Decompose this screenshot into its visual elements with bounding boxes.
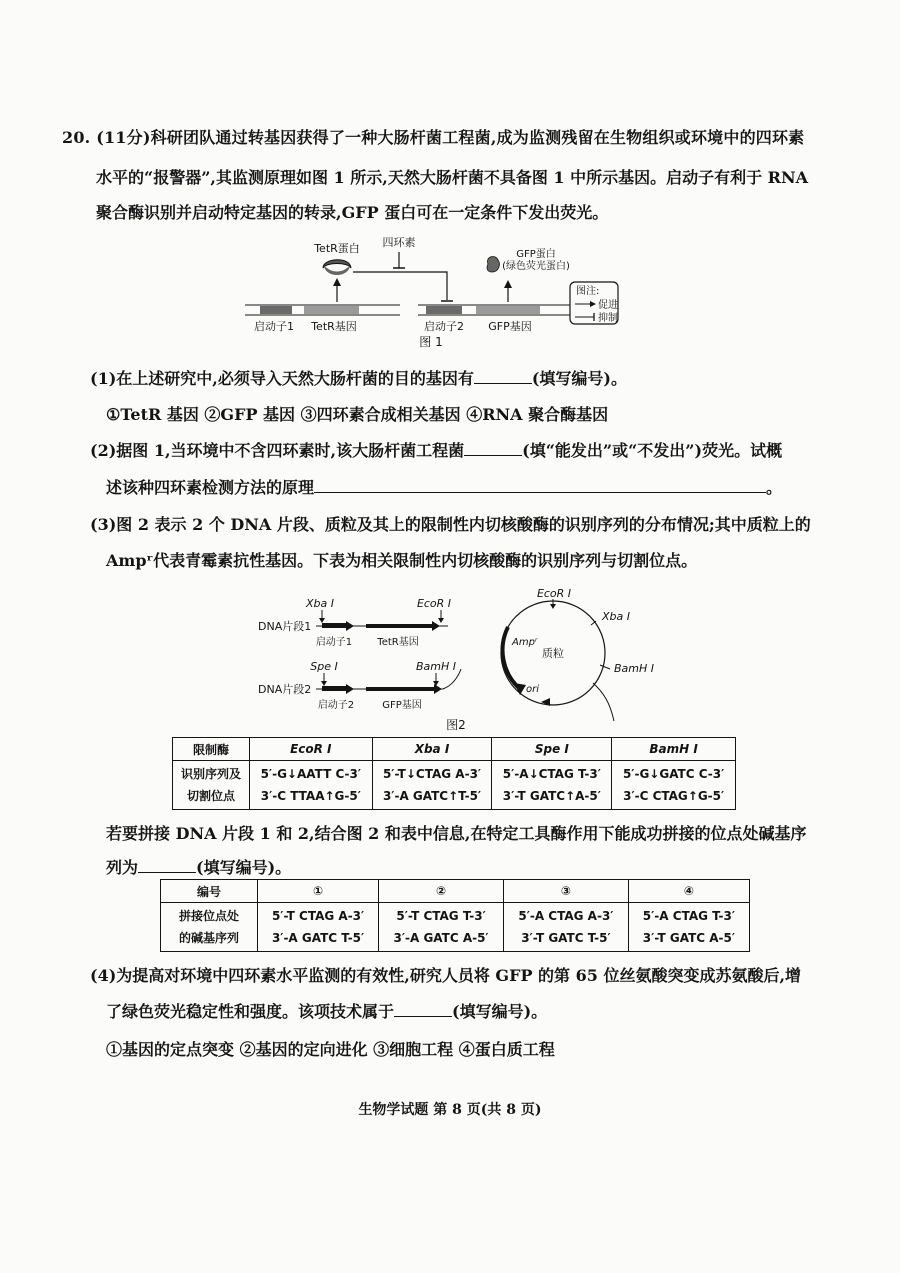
part4-line-2: 了绿色荧光稳定性和强度。该项技术属于 (填写编号)。 — [106, 1002, 548, 1021]
enzyme-name: Spe I — [492, 738, 612, 761]
xbai-site-label: Xba I — [306, 597, 334, 610]
option-number: ① — [258, 880, 379, 903]
figure-1 — [240, 232, 620, 357]
part3-line-2: Ampʳ代表青霉素抗性基因。下表为相关限制性内切核酸酶的识别序列与切割位点。 — [106, 551, 698, 570]
legend-inhibit: 抑制 — [598, 313, 618, 324]
answer-blank[interactable] — [474, 369, 532, 384]
enzyme-sequence: 5′-A↓CTAG T-3′ 3′-T GATC↑A-5′ — [492, 761, 612, 810]
enzyme-sequence: 5′-T↓CTAG A-3′ 3′-A GATC↑T-5′ — [372, 761, 492, 810]
splice-sequence: 5′-T CTAG A-3′ 3′-A GATC T-5′ — [258, 903, 379, 952]
ecori-site-label: EcoR I — [416, 597, 452, 610]
part3-after-table-2: 列为 (填写编号)。 — [106, 858, 292, 877]
option-number: ② — [379, 880, 504, 903]
plasmid-label: 质粒 — [542, 647, 564, 660]
plasmid-xbai-label: Xba I — [602, 610, 630, 623]
figure-1-caption: 图 1 — [419, 335, 443, 349]
promoter1-label: 启动子1 — [254, 320, 294, 333]
promoter1-label: 启动子1 — [315, 637, 353, 648]
gfp-protein-label-1: GFP蛋白 — [516, 249, 556, 260]
dna-segment-right — [418, 305, 570, 315]
part3-line-1: (3)图 2 表示 2 个 DNA 片段、质粒及其上的限制性内切核酸酶的识别序列的分布情况;其中质粒上的 — [90, 515, 811, 534]
legend-promote: 促进 — [598, 300, 618, 311]
part3-after-table-1: 若要拼接 DNA 片段 1 和 2,结合图 2 和表中信息,在特定工具酶作用下能成功拼接的位点处碱基序 — [106, 824, 807, 843]
spei-site-label: Spe I — [310, 660, 338, 673]
splice-sequence-header: 拼接位点处 的碱基序列 — [161, 903, 258, 952]
promote-arrow-icon — [333, 278, 341, 286]
splice-table — [160, 879, 750, 952]
ori-label: ori — [526, 684, 540, 695]
question-line-2: 水平的“报警器”,其监测原理如图 1 所示,天然大肠杆菌不具备图 1 中所示基因。启动子有利于 RNA — [96, 168, 809, 187]
figure-2-caption: 图2 — [446, 718, 466, 732]
option-number: ④ — [628, 880, 749, 903]
amp-label: Ampʳ — [512, 637, 538, 648]
gfp-gene-label: GFP基因 — [488, 320, 532, 333]
answer-blank[interactable] — [314, 478, 766, 493]
splice-sequence: 5′-T CTAG T-3′ 3′-A GATC A-5′ — [379, 903, 504, 952]
splice-sequence: 5′-A CTAG T-3′ 3′-T GATC A-5′ — [628, 903, 749, 952]
dna-segment-left — [245, 305, 400, 315]
page-footer: 生物学试题 第 8 页(共 8 页) — [358, 1102, 542, 1118]
option-number: ③ — [503, 880, 628, 903]
dna-fragment-1-label: DNA片段1 — [258, 620, 312, 633]
answer-blank[interactable] — [138, 858, 196, 873]
part1-options: ①TetR 基因 ②GFP 基因 ③四环素合成相关基因 ④RNA 聚合酶基因 — [106, 405, 609, 424]
part2-question: (2)据图 1,当环境中不含四环素时,该大肠杆菌工程菌 (填“能发出”或“不发出”)荧光。试概 — [90, 441, 783, 460]
promoter2-label: 启动子2 — [317, 700, 355, 711]
tetr-gene-label: TetR基因 — [377, 637, 419, 648]
part4-options: ①基因的定点突变 ②基因的定向进化 ③细胞工程 ④蛋白质工程 — [106, 1040, 555, 1059]
plasmid-bamhi-label: BamH I — [614, 662, 655, 675]
question-line-3: 聚合酶识别并启动特定基因的转录,GFP 蛋白可在一定条件下发出荧光。 — [96, 203, 609, 222]
part4-line-1: (4)为提高对环境中四环素水平监测的有效性,研究人员将 GFP 的第 65 位丝氨酸突变成苏氨酸后,增 — [90, 966, 802, 985]
tetracycline-label: 四环素 — [382, 236, 416, 249]
splice-header: 编号 — [161, 880, 258, 903]
sequence-header: 识别序列及 切割位点 — [173, 761, 250, 810]
part2-principle: 述该种四环素检测方法的原理 。 — [106, 478, 783, 497]
enzyme-name: Xba I — [372, 738, 492, 761]
legend-title: 图注: — [576, 286, 600, 297]
enzyme-header: 限制酶 — [173, 738, 250, 761]
enzyme-sequence: 5′-G↓AATT C-3′ 3′-C TTAA↑G-5′ — [250, 761, 373, 810]
dna-fragment-2-label: DNA片段2 — [258, 683, 312, 696]
splice-sequence: 5′-A CTAG A-3′ 3′-T GATC T-5′ — [503, 903, 628, 952]
figure-1-legend — [570, 282, 618, 324]
plasmid-ecori-label: EcoR I — [536, 587, 572, 600]
tetr-protein-label: TetR蛋白 — [314, 242, 360, 255]
figure-2 — [258, 585, 658, 733]
bamhi-site-label: BamH I — [415, 660, 457, 673]
tetr-protein-icon — [323, 260, 351, 268]
gfp-protein-label-2: (绿色荧光蛋白) — [502, 261, 570, 272]
part1-question: (1)在上述研究中,必须导入天然大肠杆菌的目的基因有 (填写编号)。 — [90, 369, 628, 388]
tetr-gene-label: TetR基因 — [311, 320, 357, 333]
plasmid-diagram — [501, 587, 654, 721]
answer-blank[interactable] — [394, 1002, 452, 1017]
enzyme-name: EcoR I — [250, 738, 373, 761]
question-line-1: 20. (11分)科研团队通过转基因获得了一种大肠杆菌工程菌,成为监测残留在生物组织或环境中的四环素 — [62, 128, 805, 147]
gfp-gene-label: GFP基因 — [382, 700, 422, 711]
promote-arrow-icon — [504, 280, 512, 288]
enzyme-name: BamH I — [612, 738, 736, 761]
enzyme-sequence: 5′-G↓GATC C-3′ 3′-C CTAG↑G-5′ — [612, 761, 736, 810]
gfp-protein-icon — [487, 257, 499, 272]
answer-blank[interactable] — [464, 441, 522, 456]
enzyme-table — [172, 737, 736, 810]
promoter2-label: 启动子2 — [424, 320, 464, 333]
